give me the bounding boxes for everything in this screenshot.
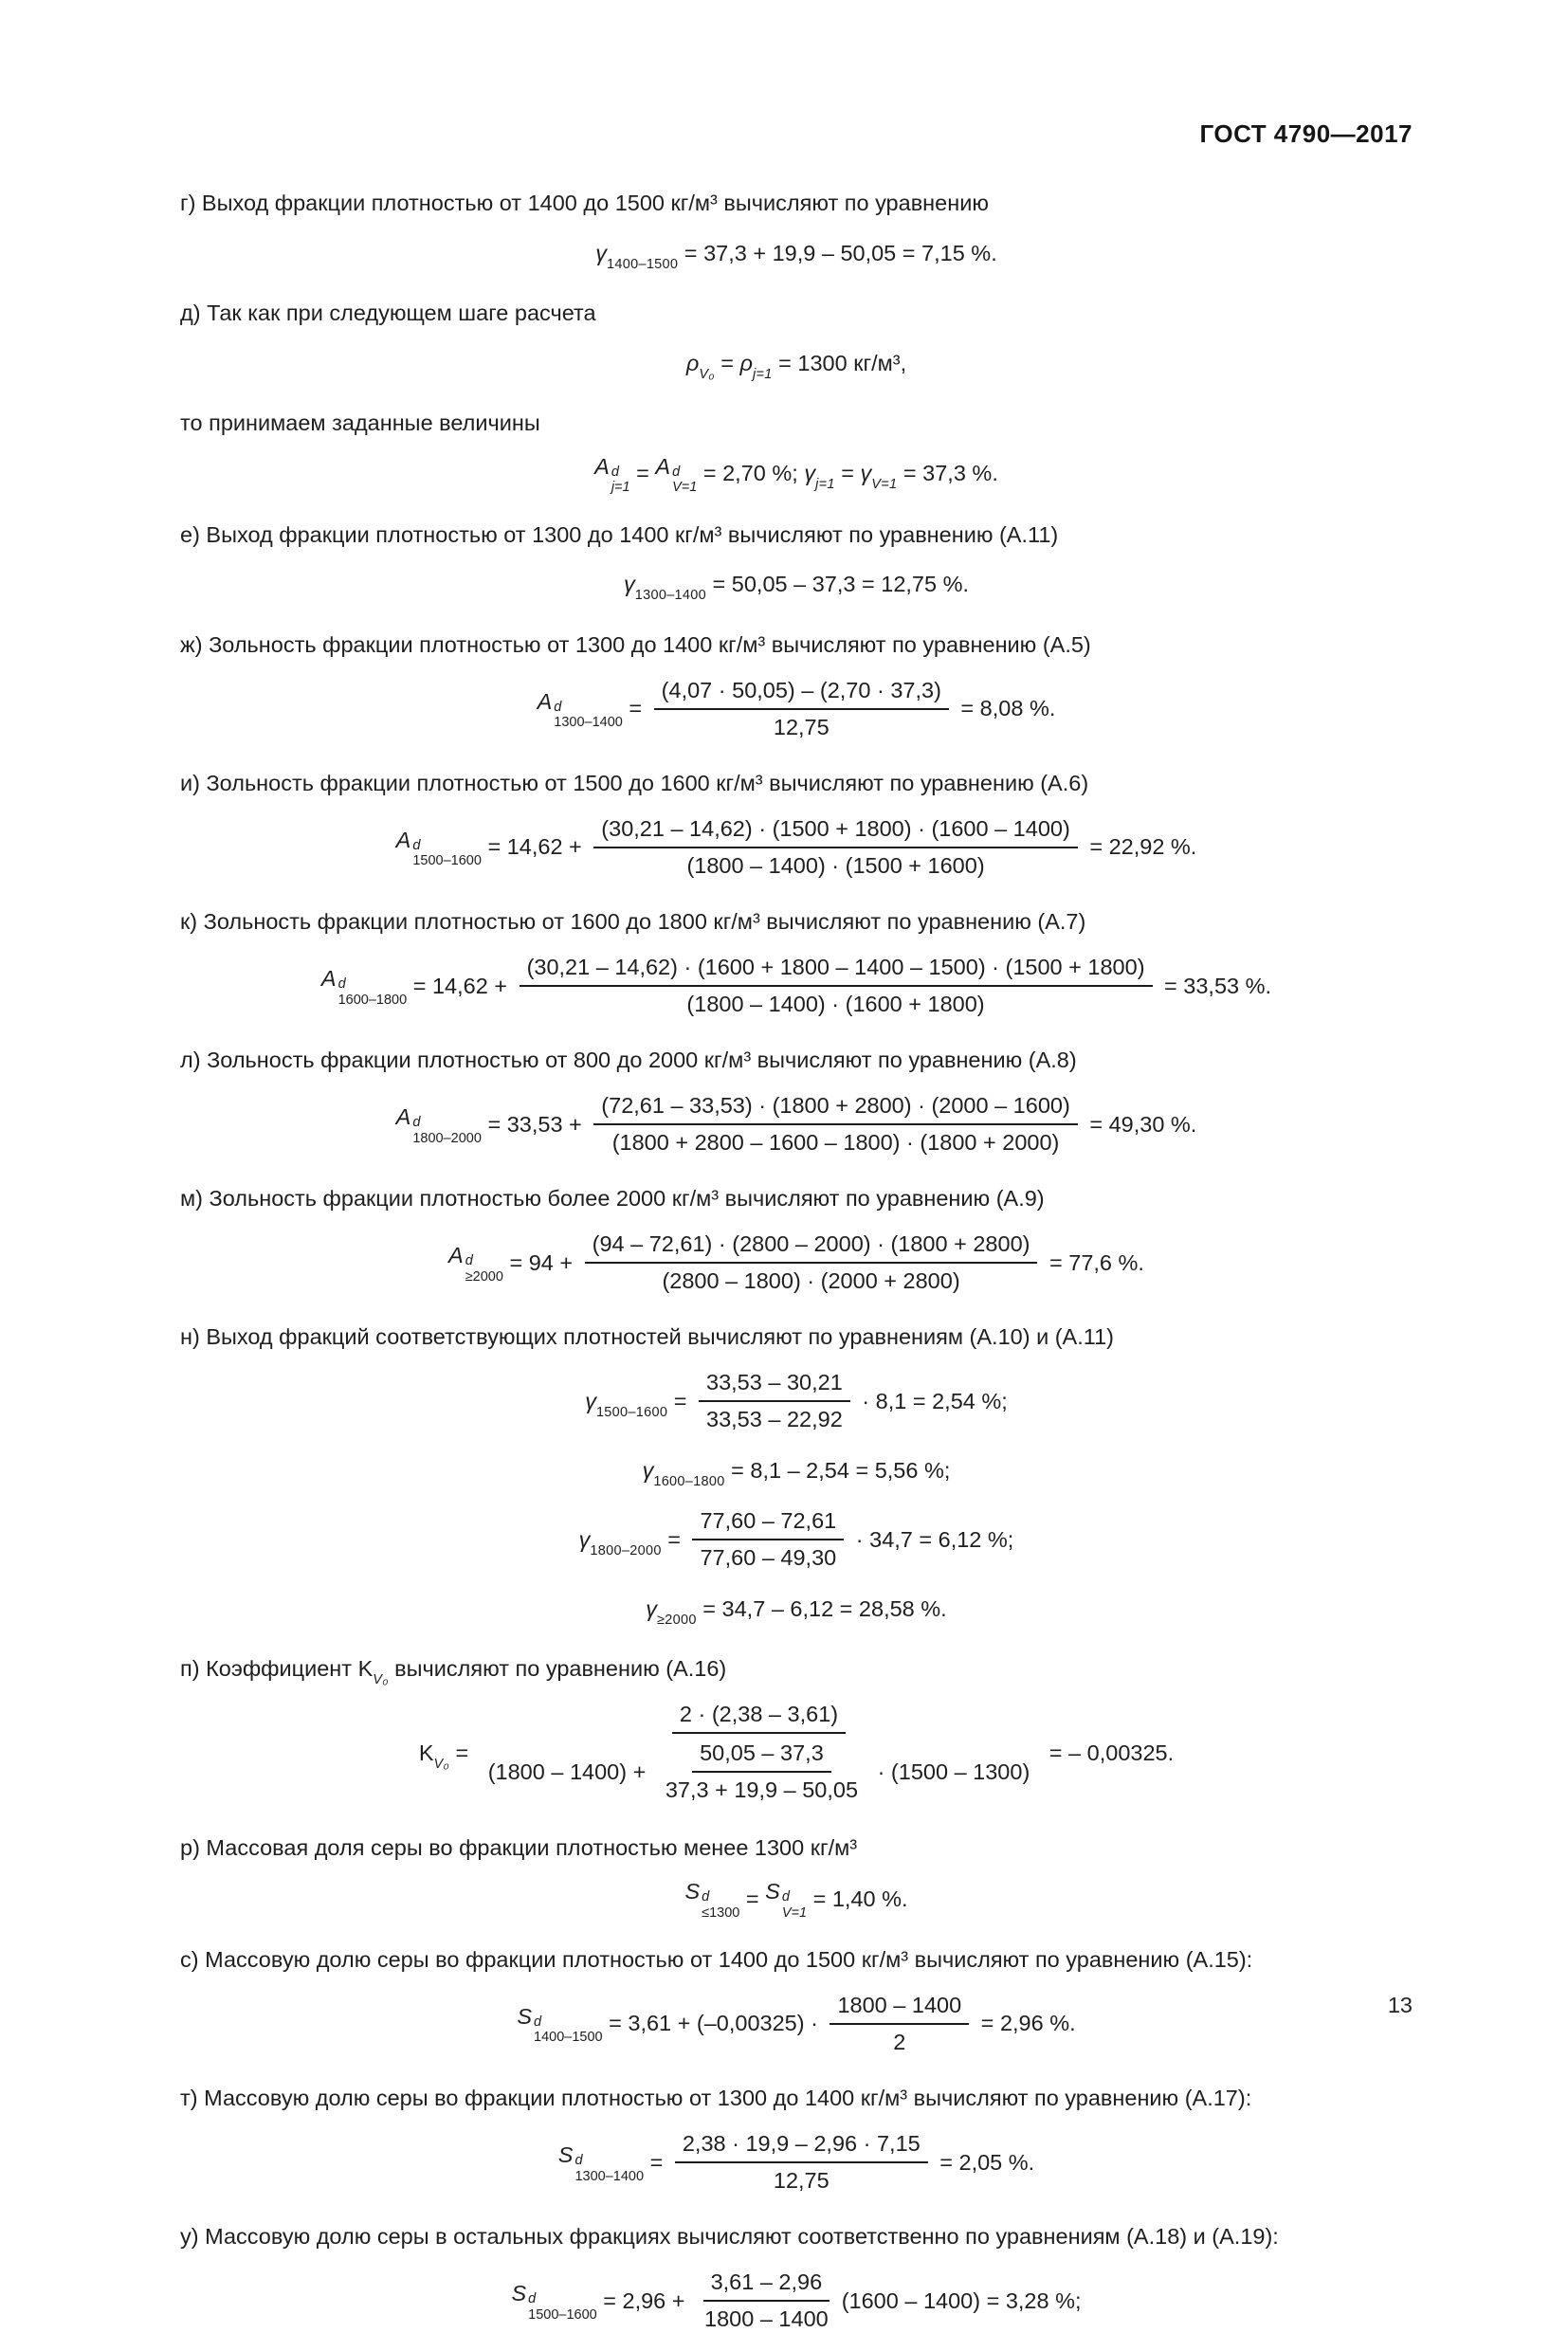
variable-superscript: d — [412, 838, 421, 854]
math-variable — [655, 454, 698, 496]
math-text: = 2,05 %. — [933, 2149, 1035, 2175]
paragraph-item-i — [180, 769, 1413, 797]
variable-symbol: S — [517, 2004, 533, 2030]
math-text: 77,60 – 72,61 — [700, 1508, 837, 1534]
math-text: 2 — [893, 2029, 906, 2054]
math-text: = 94 + — [502, 1249, 579, 1275]
math-variable — [357, 1654, 389, 1688]
math-text: = 1300 кг/м³, — [772, 350, 907, 375]
variable-symbol: S — [684, 1879, 701, 1904]
math-variable — [623, 572, 707, 604]
fraction-denominator — [658, 1773, 866, 1805]
math-text: = — [739, 1886, 766, 1911]
paragraph-item-t — [180, 2084, 1413, 2112]
paragraph-item-m — [180, 1184, 1413, 1212]
math-text: = 50,05 – 37,3 = 12,75 %. — [706, 572, 970, 597]
variable-subscript: V=1 — [871, 477, 898, 493]
variable-subscript: V=1 — [672, 480, 698, 496]
math-text: = — [661, 1526, 687, 1552]
math-text: у) Массовую долю серы в остальных фракциях вычисляют соответственно по уравнениям (А.18) и (А.19): — [180, 2224, 1279, 2250]
math-text: 1800 – 1400 — [837, 1992, 962, 2017]
math-text: = 8,08 %. — [954, 696, 1056, 721]
variable-subscript: j=1 — [611, 480, 630, 496]
fraction-denominator — [679, 848, 992, 881]
math-text: 12,75 — [773, 2168, 830, 2194]
variable-superscript: d — [554, 700, 562, 716]
math-variable — [517, 2004, 603, 2046]
variable-subscript: 1300–1400 — [554, 715, 623, 731]
variable-subscript: 1800–2000 — [412, 1130, 482, 1146]
math-variable — [684, 1879, 740, 1921]
fraction-numerator — [703, 2268, 830, 2302]
paragraph-item-u — [180, 2222, 1413, 2251]
math-variable — [418, 1740, 449, 1773]
variable-superscript: d — [781, 1889, 790, 1905]
math-text: = — [667, 1388, 694, 1413]
fraction-numerator — [520, 953, 1153, 987]
variable-supsub-stack — [611, 465, 630, 495]
variable-subscript: 1300–1400 — [574, 2168, 645, 2184]
variable-symbol: A — [395, 1104, 411, 1130]
fraction — [697, 2268, 836, 2334]
math-variable — [642, 1457, 725, 1489]
page-number: 13 — [1387, 1993, 1413, 2017]
math-text: д) Так как при следующем шаге расчета — [180, 301, 596, 326]
fraction — [593, 1091, 1078, 1157]
math-text: с) Массовую долю серы во фракции плотностью от 1400 до 1500 кг/м³ вычисляют по уравнению (А.15): — [180, 1946, 1253, 1972]
math-text: (1800 + 2800 – 1600 – 1800) · (1800 + 2000) — [611, 1130, 1060, 1156]
variable-subscript: 1400–1500 — [534, 2030, 603, 2046]
math-text: 33,53 – 30,21 — [706, 1370, 843, 1395]
variable-subscript: 1400–1500 — [607, 256, 679, 272]
variable-subscript: j=1 — [752, 366, 773, 382]
math-variable — [320, 966, 408, 1008]
variable-superscript: d — [412, 1115, 421, 1131]
math-text: = 49,30 %. — [1083, 1111, 1197, 1137]
math-text: 37,3 + 19,9 – 50,05 — [665, 1777, 859, 1803]
math-variable — [448, 1243, 503, 1285]
formula-eq-S-1400-1500 — [180, 1991, 1413, 2057]
formula-eq-K-V0 — [180, 1700, 1413, 1807]
variable-supsub-stack — [465, 1253, 503, 1284]
variable-superscript: d — [611, 465, 619, 481]
math-text: · 34,7 = 6,12 %; — [849, 1526, 1014, 1552]
math-variable — [578, 1526, 662, 1558]
math-text: к) Зольность фракции плотностью от 1600 до 1800 кг/м³ вычисляют по уравнению (А.7) — [180, 908, 1086, 934]
math-text: = — [622, 696, 648, 721]
math-text: = — [448, 1740, 475, 1766]
variable-superscript: d — [534, 2014, 542, 2031]
fraction-denominator — [697, 2302, 836, 2334]
variable-subscript: V₀ — [373, 1672, 389, 1688]
variable-superscript: d — [672, 465, 681, 481]
fraction-denominator — [766, 2163, 837, 2196]
math-variable — [537, 689, 623, 731]
math-text: и) Зольность фракции плотностью от 1500 до 1600 кг/м³ вычисляют по уравнению (А.6) — [180, 770, 1089, 795]
math-text: = — [714, 350, 740, 375]
math-text: · 8,1 = 2,54 %; — [855, 1388, 1008, 1413]
variable-subscript: V=1 — [781, 1904, 808, 1921]
page-body — [180, 119, 1413, 2351]
variable-superscript: d — [528, 2291, 537, 2307]
math-text: ж) Зольность фракции плотностью от 1300 до 1400 кг/м³ вычисляют по уравнению (А.5) — [180, 631, 1091, 657]
math-text: н) Выход фракций соответствующих плотностей вычисляют по уравнениям (А.10) и (А.11) — [180, 1324, 1114, 1350]
fraction-numerator — [675, 2129, 928, 2163]
math-variable — [395, 1104, 482, 1146]
math-text: 33,53 – 22,92 — [706, 1407, 843, 1432]
math-text: = — [629, 461, 656, 486]
math-text: = 37,3 %. — [897, 461, 998, 486]
variable-symbol: A — [448, 1243, 464, 1268]
math-text: 2 · (2,38 – 3,61) — [679, 1702, 839, 1727]
paragraph-item-d — [180, 299, 1413, 327]
math-text: вычисляют по уравнению (А.16) — [388, 1656, 727, 1682]
math-text: (1800 – 1400) + — [487, 1759, 652, 1784]
paragraph-item-k — [180, 907, 1413, 936]
math-variable — [804, 461, 835, 493]
paragraph-item-r — [180, 1833, 1413, 1862]
fraction-denominator — [766, 710, 837, 742]
formula-eq-A-1500-1600 — [180, 814, 1413, 881]
math-variable — [511, 2281, 597, 2323]
variable-subscript: ≥2000 — [657, 1612, 697, 1628]
math-text: = 2,96 + — [596, 2287, 692, 2313]
paragraph-item-g — [180, 189, 1413, 217]
variable-symbol: γ — [642, 1457, 654, 1483]
variable-subscript: 1500–1600 — [412, 853, 482, 869]
math-text: = 2,70 %; — [697, 461, 805, 486]
math-text: = 77,6 %. — [1043, 1249, 1144, 1275]
paragraph-item-s — [180, 1945, 1413, 1974]
variable-symbol: S — [765, 1879, 780, 1904]
math-text: р) Массовая доля серы во фракции плотностью менее 1300 кг/м³ — [180, 1835, 858, 1861]
math-text: (1800 – 1400) · (1500 + 1600) — [686, 852, 985, 878]
variable-supsub-stack — [338, 976, 408, 1007]
variable-superscript: d — [702, 1889, 710, 1905]
formula-eq-gamma-1300-1400 — [180, 566, 1413, 604]
paragraph-item-d2 — [180, 409, 1413, 437]
math-variable — [685, 350, 715, 382]
math-text: 2,38 · 19,9 – 2,96 · 7,15 — [682, 2131, 921, 2157]
variable-symbol: ρ — [685, 350, 700, 375]
math-text: = – 0,00325. — [1043, 1740, 1175, 1766]
fraction-denominator — [605, 1125, 1067, 1157]
math-variable — [557, 2142, 645, 2184]
variable-supsub-stack — [574, 2153, 644, 2183]
math-text: = 8,1 – 2,54 = 5,56 %; — [724, 1457, 951, 1483]
variable-symbol: A — [655, 454, 671, 480]
variable-symbol: γ — [595, 240, 607, 265]
fraction-numerator — [593, 1091, 1078, 1125]
formula-eq-gamma-ge2000 — [180, 1590, 1413, 1628]
math-variable — [395, 828, 482, 869]
math-text: = 33,53 + — [481, 1111, 589, 1137]
variable-superscript: d — [574, 2153, 583, 2169]
math-text: = 34,7 – 6,12 = 28,58 %. — [696, 1595, 947, 1621]
document-content — [180, 189, 1413, 2334]
math-text: (2800 – 1800) · (2000 + 2800) — [662, 1268, 960, 1294]
paragraph-item-n — [180, 1322, 1413, 1351]
standard-designation: ГОСТ 4790—2017 — [1199, 119, 1413, 148]
fraction-numerator — [654, 676, 949, 710]
fraction — [585, 1230, 1038, 1296]
fraction-numerator — [593, 814, 1078, 848]
variable-subscript: 1500–1600 — [528, 2306, 597, 2323]
math-variable — [646, 1595, 697, 1628]
math-text: е) Выход фракции плотностью от 1300 до 1400 кг/м³ вычисляют по уравнению (А.11) — [180, 521, 1059, 547]
variable-subscript: 1600–1800 — [337, 992, 408, 1008]
fraction — [699, 1368, 850, 1434]
math-text: т) Массовую долю серы во фракции плотностью от 1300 до 1400 кг/м³ вычисляют по уравнению (А.17): — [180, 2085, 1252, 2110]
variable-subscript: j=1 — [815, 477, 835, 493]
math-text: = 14,62 + — [481, 834, 589, 860]
variable-symbol: A — [320, 966, 337, 992]
variable-superscript: d — [337, 976, 346, 993]
formula-eq-A-ge2000 — [180, 1230, 1413, 1296]
variable-symbol: K — [357, 1656, 374, 1682]
variable-supsub-stack — [528, 2291, 597, 2322]
variable-subscript: 1600–1800 — [653, 1473, 725, 1489]
paragraph-item-l — [180, 1046, 1413, 1074]
math-variable — [595, 240, 679, 272]
math-text: (30,21 – 14,62) · (1500 + 1800) · (1600 – 1400) — [601, 815, 1070, 841]
math-text: · (1500 – 1300) — [871, 1759, 1030, 1784]
variable-subscript: 1500–1600 — [595, 1404, 668, 1420]
variable-subscript: V₀ — [699, 366, 715, 382]
variable-superscript: d — [465, 1253, 473, 1269]
fraction-numerator — [585, 1230, 1038, 1264]
fraction-denominator — [885, 2025, 913, 2057]
formula-eq-S-le1300 — [180, 1879, 1413, 1921]
math-text: = — [834, 461, 861, 486]
variable-supsub-stack — [412, 838, 482, 868]
fraction-numerator — [830, 1991, 969, 2025]
math-text: 3,61 – 2,96 — [710, 2269, 823, 2295]
math-text: = 2,96 %. — [975, 2011, 1076, 2036]
paragraph-item-zh — [180, 630, 1413, 659]
fraction — [654, 676, 949, 742]
math-text: (72,61 – 33,53) · (1800 + 2800) · (2000 – 1600) — [601, 1093, 1070, 1119]
formula-eq-gamma-1600-1800 — [180, 1451, 1413, 1489]
math-text: (1600 – 1400) = 3,28 %; — [841, 2287, 1082, 2313]
formula-eq-A-1600-1800 — [180, 953, 1413, 1019]
math-text: г) Выход фракции плотностью от 1400 до 1500 кг/м³ вычисляют по уравнению — [180, 191, 989, 215]
math-text: (30,21 – 14,62) · (1600 + 1800 – 1400 – 1500) · (1500 + 1800) — [526, 955, 1145, 980]
math-text: = 1,40 %. — [807, 1886, 908, 1911]
math-text: 77,60 – 49,30 — [700, 1545, 837, 1571]
variable-symbol: S — [557, 2142, 574, 2168]
fraction — [520, 953, 1153, 1019]
variable-supsub-stack — [702, 1889, 739, 1920]
formula-eq-A-1300-1400 — [180, 676, 1413, 742]
formula-eq-gamma-1800-2000 — [180, 1506, 1413, 1573]
math-text: = 22,92 %. — [1083, 834, 1197, 860]
fraction — [658, 1739, 866, 1805]
formula-eq-gamma-1400-1500 — [180, 234, 1413, 272]
variable-subscript: ≤1300 — [702, 1904, 740, 1921]
variable-symbol: γ — [646, 1595, 658, 1621]
variable-subscript: 1300–1400 — [634, 588, 707, 604]
math-text: = 37,3 + 19,9 – 50,05 = 7,15 %. — [678, 240, 997, 265]
variable-symbol: A — [594, 454, 610, 480]
formula-eq-S-1300-1400 — [180, 2129, 1413, 2196]
math-text: п) Коэффициент — [180, 1656, 358, 1682]
math-variable — [765, 1879, 808, 1921]
variable-supsub-stack — [554, 700, 623, 730]
variable-supsub-stack — [672, 465, 697, 495]
variable-symbol: γ — [585, 1388, 596, 1413]
fraction-numerator — [672, 1700, 846, 1734]
fraction — [675, 2129, 928, 2196]
variable-supsub-stack — [412, 1115, 482, 1145]
fraction — [830, 1991, 969, 2057]
variable-supsub-stack — [534, 2014, 603, 2045]
formula-eq-gamma-1500-1600 — [180, 1368, 1413, 1434]
variable-symbol: γ — [623, 572, 635, 597]
math-variable — [594, 454, 630, 496]
paragraph-item-p — [180, 1654, 1413, 1688]
math-text: (1800 – 1400) · (1600 + 1800) — [686, 992, 985, 1017]
variable-symbol: A — [537, 689, 553, 715]
math-text: 1800 – 1400 — [704, 2306, 829, 2332]
math-text: то принимаем заданные величины — [180, 410, 540, 436]
fraction-denominator — [654, 1264, 967, 1296]
fraction-denominator — [481, 1734, 1038, 1807]
math-text: = 3,61 + (–0,00325) · — [602, 2011, 825, 2036]
variable-symbol: γ — [804, 461, 816, 486]
fraction — [481, 1700, 1038, 1807]
variable-subscript: 1800–2000 — [590, 1542, 662, 1558]
variable-symbol: K — [418, 1740, 434, 1766]
variable-symbol: γ — [578, 1526, 591, 1552]
fraction — [593, 814, 1078, 881]
fraction-denominator — [692, 1540, 844, 1573]
math-variable — [585, 1388, 668, 1420]
variable-supsub-stack — [782, 1889, 807, 1920]
variable-symbol: S — [511, 2281, 527, 2306]
variable-symbol: γ — [860, 461, 872, 486]
variable-subscript: V₀ — [433, 1757, 449, 1773]
math-text: (4,07 · 50,05) – (2,70 · 37,3) — [661, 677, 941, 702]
fraction-denominator — [679, 987, 992, 1019]
fraction — [692, 1506, 844, 1573]
fraction-numerator — [692, 1506, 844, 1540]
paragraph-item-e — [180, 520, 1413, 549]
formula-eq-A-gamma-init — [180, 454, 1413, 496]
variable-symbol: A — [395, 828, 411, 853]
formula-eq-rho — [180, 344, 1413, 382]
math-text: = — [644, 2149, 669, 2175]
math-text: = 14,62 + — [407, 973, 514, 998]
fraction-denominator — [699, 1402, 850, 1434]
formula-eq-S-1500-1600 — [180, 2268, 1413, 2334]
math-text: = 33,53 %. — [1158, 973, 1272, 998]
fraction-numerator — [692, 1739, 831, 1773]
math-text: м) Зольность фракции плотностью более 2000 кг/м³ вычисляют по уравнению (А.9) — [180, 1186, 1045, 1212]
math-text: 12,75 — [773, 714, 830, 739]
math-text: л) Зольность фракции плотностью от 800 до 2000 кг/м³ вычисляют по уравнению (А.8) — [180, 1048, 1077, 1073]
math-variable — [860, 461, 898, 493]
math-text: (94 – 72,61) · (2800 – 2000) · (1800 + 2800) — [592, 1231, 1030, 1257]
variable-symbol: ρ — [739, 350, 753, 375]
math-text: 50,05 – 37,3 — [700, 1740, 824, 1766]
math-variable — [739, 350, 773, 382]
formula-eq-A-1800-2000 — [180, 1091, 1413, 1157]
variable-subscript: ≥2000 — [465, 1268, 503, 1285]
fraction-numerator — [699, 1368, 850, 1402]
